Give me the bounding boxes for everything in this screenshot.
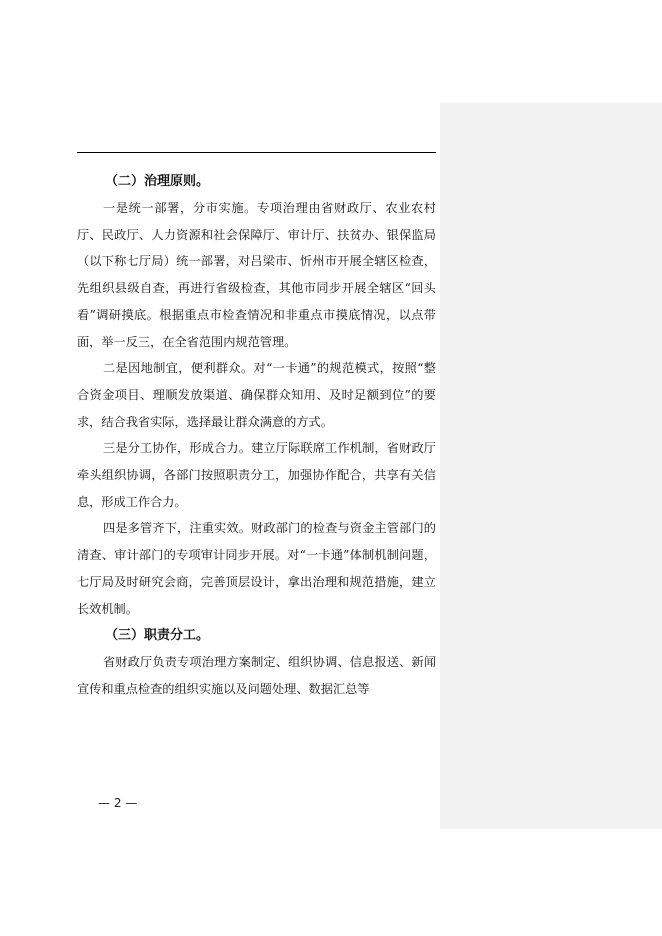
paragraph-multiple-measures: 四是多管齐下，注重实效。财政部门的检查与资金主管部门的清查、审计部门的专项审计同步开展。对“一卡通”体制机制问题，七厅局及时研究会商，完善顶层设计，拿出治理和规范措施，建立长效机制。 [77,521,436,616]
page-number: — 2 — [98,796,138,810]
paragraph-division-of-labor: 三是分工协作，形成合力。建立厅际联席工作机制，省财政厅牵头组织协调，各部门按照职责分工，加强协作配合，共享有关信息，形成工作合力。 [77,441,436,509]
paragraph-finance-department-duties: 省财政厅负责专项治理方案制定、组织协调、信息报送、新闻宣传和重点检查的组织实施以及问题处理、数据汇总等 [77,655,436,696]
header-rule [77,152,436,153]
paragraph-unified-deployment: 一是统一部署，分市实施。专项治理由省财政厅、农业农村厅、民政厅、人力资源和社会保障厅、审计厅、扶贫办、银保监局（以下称七厅局）统一部署，对吕梁市、忻州市开展全辖区检查，先组织县级自查，再进行省级检查，其他市同步开展全辖区“回头看”调研摸底。根据重点市检查情况和非重点市摸底情况，以点带面，举一反三，在全省范围内规范管理。 [77,201,436,349]
paragraph-local-conditions: 二是因地制宜，便利群众。对“一卡通”的规范模式，按照“整合资金项目、理顺发放渠道、确保群众知用、及时足额到位”的要求，结合我省实际，选择最让群众满意的方式。 [77,361,436,429]
comment-margin-pane [440,103,662,829]
section-heading-principles: （二）治理原则。 [105,174,210,189]
document-body [77,168,436,703]
section-heading-responsibilities: （三）职责分工。 [105,628,210,644]
